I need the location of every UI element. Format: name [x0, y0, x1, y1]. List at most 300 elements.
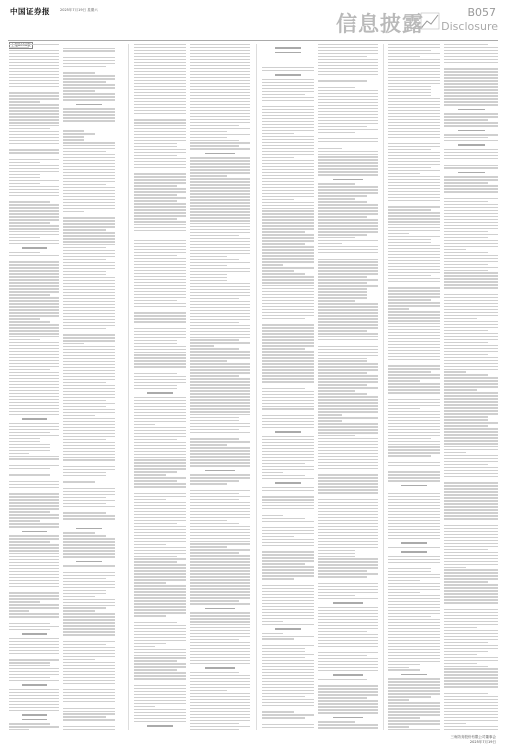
- text-line: [262, 457, 314, 458]
- text-line: [318, 538, 378, 539]
- text-line: [134, 406, 186, 407]
- text-line: [190, 621, 250, 622]
- text-line: [63, 57, 115, 58]
- text-line: [190, 546, 227, 547]
- text-line: [63, 229, 106, 230]
- text-line: [262, 279, 314, 280]
- text-line: [444, 231, 488, 232]
- text-line: [63, 634, 115, 635]
- text-line: [444, 354, 488, 355]
- text-line: [63, 60, 115, 61]
- text-line: [318, 288, 367, 289]
- text-line: [9, 598, 59, 599]
- text-line: [444, 330, 488, 331]
- text-line: [190, 639, 239, 640]
- text-line: [444, 714, 498, 715]
- text-line: [9, 252, 40, 253]
- text-line: [63, 415, 95, 416]
- text-line: [134, 352, 186, 353]
- text-line: [63, 310, 115, 311]
- text-line: [262, 578, 294, 579]
- text-line: [134, 164, 186, 165]
- text-line: [262, 121, 314, 122]
- text-line: [63, 349, 115, 350]
- text-line: [262, 475, 305, 476]
- text-line: [262, 388, 305, 389]
- text-line: [9, 177, 40, 178]
- text-line: [134, 403, 186, 404]
- text-line: [134, 535, 186, 536]
- text-line: [388, 417, 440, 418]
- text-line: [63, 325, 115, 326]
- text-line: [318, 279, 378, 280]
- text-line: [134, 712, 186, 713]
- text-line: [9, 662, 50, 663]
- text-line: [63, 379, 115, 380]
- text-line: [63, 114, 115, 115]
- text-line: [262, 312, 314, 313]
- text-line: [444, 309, 498, 310]
- text-line: [134, 457, 186, 458]
- text-column-6: [318, 44, 378, 730]
- text-line: [444, 152, 498, 153]
- text-line: [318, 111, 378, 112]
- text-line: [388, 179, 440, 180]
- text-line: [9, 83, 59, 84]
- text-line: [262, 594, 314, 595]
- text-line: [9, 583, 59, 584]
- text-line: [444, 137, 488, 138]
- text-line: [262, 145, 314, 146]
- text-line: [262, 273, 305, 274]
- text-line: [318, 390, 355, 391]
- text-line: [444, 431, 498, 432]
- text-line: [318, 321, 378, 322]
- text-line: [190, 711, 250, 712]
- text-line: [190, 705, 250, 706]
- masthead-divider: [8, 40, 498, 41]
- text-line: [262, 88, 314, 89]
- text-line: [63, 208, 115, 209]
- text-line: [444, 255, 498, 256]
- text-column-3: [134, 44, 186, 730]
- text-line: [63, 668, 115, 669]
- text-line: [262, 563, 305, 564]
- text-line: [63, 575, 115, 576]
- text-line: [388, 122, 440, 123]
- text-line: [134, 474, 166, 475]
- text-line: [262, 270, 294, 271]
- text-line: [190, 172, 250, 173]
- text-line: [262, 454, 314, 455]
- text-line: [9, 237, 40, 238]
- text-line: [388, 714, 440, 715]
- text-line: [63, 81, 106, 82]
- text-line: [63, 613, 115, 614]
- text-line: [134, 318, 186, 319]
- text-line: [444, 348, 498, 349]
- text-line: [318, 529, 378, 530]
- text-line: [388, 634, 440, 635]
- text-line: [63, 625, 115, 626]
- text-line: [318, 646, 378, 647]
- text-line: [9, 517, 59, 518]
- text-line: [318, 468, 378, 469]
- text-line: [9, 186, 59, 187]
- text-line: [190, 372, 250, 373]
- text-line: [388, 77, 440, 78]
- text-line: [318, 132, 355, 133]
- text-line: [318, 204, 378, 205]
- text-line: [134, 511, 186, 512]
- text-line: [388, 435, 440, 436]
- text-line: [318, 297, 367, 298]
- text-line: [388, 441, 440, 442]
- text-line: [388, 350, 440, 351]
- text-line: [190, 92, 250, 93]
- text-line: [190, 523, 239, 524]
- text-line: [9, 481, 59, 482]
- text-line: [318, 56, 367, 57]
- text-line: [388, 669, 420, 670]
- text-line: [63, 50, 115, 51]
- text-line: [9, 113, 59, 114]
- text-line: [63, 244, 115, 245]
- text-line: [388, 628, 440, 629]
- text-line: [388, 161, 440, 162]
- text-line: [63, 343, 84, 344]
- text-line: [134, 98, 186, 99]
- text-line: [444, 297, 498, 298]
- text-line: [444, 464, 488, 465]
- text-line: [9, 450, 50, 451]
- text-line: [318, 414, 342, 415]
- text-line: [190, 331, 250, 332]
- text-line: [9, 701, 59, 702]
- text-line: [388, 420, 440, 421]
- text-line: [190, 717, 250, 718]
- text-line: [9, 306, 59, 307]
- text-line: [388, 209, 431, 210]
- text-line: [9, 267, 59, 268]
- text-line: [388, 586, 440, 587]
- text-line: [388, 496, 440, 497]
- text-line: [444, 702, 498, 703]
- text-line: [318, 435, 355, 436]
- text-line: [134, 649, 186, 650]
- text-line: [388, 446, 440, 447]
- text-line: [63, 211, 84, 212]
- text-line: [63, 295, 115, 296]
- text-line: [63, 289, 115, 290]
- text-line: [444, 572, 498, 573]
- text-line: [63, 599, 115, 600]
- text-line: [190, 244, 250, 245]
- section-heading-line: [76, 561, 102, 563]
- text-line: [318, 631, 367, 632]
- text-line: [318, 68, 378, 69]
- text-line: [444, 204, 498, 205]
- text-line: [388, 511, 440, 512]
- text-line: [9, 438, 40, 439]
- text-line: [63, 481, 95, 482]
- text-line: [9, 219, 59, 220]
- text-line: [134, 179, 186, 180]
- section-title: 信息披露: [336, 12, 424, 36]
- text-line: [9, 321, 50, 322]
- text-line: [190, 543, 250, 544]
- text-line: [190, 690, 227, 691]
- text-line: [63, 572, 115, 573]
- text-line: [388, 480, 440, 481]
- text-line: [444, 104, 498, 105]
- section-heading-line: [333, 179, 363, 181]
- text-line: [9, 273, 59, 274]
- text-line: [134, 230, 186, 231]
- text-line: [388, 206, 440, 207]
- text-line: [9, 213, 59, 214]
- text-line: [63, 448, 115, 449]
- text-line: [262, 397, 314, 398]
- text-line: [63, 87, 115, 88]
- text-line: [134, 532, 186, 533]
- text-line: [190, 262, 250, 263]
- text-line: [388, 493, 440, 494]
- text-line: [63, 442, 115, 443]
- text-line: [262, 85, 314, 86]
- text-line: [262, 70, 314, 71]
- text-line: [190, 77, 250, 78]
- text-line: [63, 631, 115, 632]
- text-line: [444, 225, 498, 226]
- text-line: [134, 388, 177, 389]
- text-line: [318, 349, 378, 350]
- text-line: [134, 594, 186, 595]
- text-line: [444, 720, 498, 721]
- text-line: [63, 117, 115, 118]
- text-line: [63, 84, 115, 85]
- text-line: [444, 351, 498, 352]
- text-line: [190, 684, 250, 685]
- text-line: [444, 651, 488, 652]
- text-line: [63, 307, 115, 308]
- text-line: [9, 553, 59, 554]
- text-line: [190, 134, 250, 135]
- text-line: [134, 409, 186, 410]
- text-line: [262, 142, 314, 143]
- text-line: [9, 165, 59, 166]
- text-line: [134, 505, 186, 506]
- text-line: [318, 508, 378, 509]
- text-line: [190, 375, 239, 376]
- text-line: [190, 226, 250, 227]
- text-line: [444, 599, 498, 600]
- text-line: [262, 294, 314, 295]
- text-line: [190, 723, 239, 724]
- text-line: [134, 631, 186, 632]
- text-line: [388, 290, 440, 291]
- text-line: [9, 149, 59, 150]
- text-line: [262, 130, 314, 131]
- text-line: [388, 547, 440, 548]
- text-line: [444, 693, 488, 694]
- text-line: [444, 185, 498, 186]
- text-line: [9, 559, 59, 560]
- text-line: [63, 334, 115, 335]
- text-line: [388, 529, 440, 530]
- text-line: [444, 558, 498, 559]
- text-line: [318, 174, 378, 175]
- text-line: [63, 518, 115, 519]
- text-line: [318, 640, 378, 641]
- text-line: [388, 224, 440, 225]
- text-line: [318, 655, 367, 656]
- text-line: [63, 488, 115, 489]
- text-line: [318, 53, 378, 54]
- text-line: [388, 353, 440, 354]
- text-line: [190, 310, 250, 311]
- text-line: [190, 71, 250, 72]
- text-line: [190, 334, 250, 335]
- text-line: [63, 500, 115, 501]
- text-line: [190, 304, 250, 305]
- text-line: [444, 491, 498, 492]
- text-line: [444, 416, 488, 417]
- text-line: [262, 651, 305, 652]
- text-line: [262, 533, 314, 534]
- text-line: [388, 610, 440, 611]
- text-line: [9, 225, 59, 226]
- text-line: [190, 53, 250, 54]
- text-line: [134, 334, 186, 335]
- text-line: [63, 659, 95, 660]
- text-line: [262, 460, 314, 461]
- text-line: [262, 672, 314, 673]
- text-line: [444, 567, 466, 568]
- text-line: [190, 83, 250, 84]
- text-line: [190, 612, 250, 613]
- text-line: [444, 116, 498, 117]
- text-line: [63, 93, 115, 94]
- text-line: [190, 414, 250, 415]
- text-line: [9, 541, 50, 542]
- text-line: [63, 169, 115, 170]
- text-line: [190, 483, 227, 484]
- text-line: [388, 402, 440, 403]
- text-line: [190, 131, 227, 132]
- text-line: [262, 542, 314, 543]
- text-line: [318, 71, 378, 72]
- text-line: [318, 583, 378, 584]
- text-line: [388, 678, 440, 679]
- text-line: [9, 339, 40, 340]
- text-line: [318, 610, 378, 611]
- text-line: [262, 418, 314, 419]
- text-line: [63, 701, 115, 702]
- text-line: [444, 470, 498, 471]
- text-line: [444, 546, 498, 547]
- text-line: [388, 293, 440, 294]
- text-line: [388, 622, 440, 623]
- text-line: [134, 652, 186, 653]
- signature-block: [451, 735, 497, 744]
- text-line: [134, 227, 186, 228]
- text-line: [134, 71, 186, 72]
- text-line: [262, 300, 314, 301]
- text-line: [262, 112, 314, 113]
- text-line: [388, 110, 440, 111]
- text-line: [63, 622, 115, 623]
- text-line: [262, 213, 314, 214]
- text-line: [134, 606, 186, 607]
- text-line: [444, 528, 498, 529]
- text-line: [444, 284, 498, 285]
- text-line: [190, 166, 250, 167]
- text-line: [262, 357, 314, 358]
- text-line: [318, 685, 378, 686]
- text-line: [388, 604, 440, 605]
- text-line: [388, 344, 440, 345]
- text-line: [318, 558, 378, 559]
- text-line: [134, 564, 186, 565]
- text-line: [134, 582, 166, 583]
- text-line: [134, 697, 186, 698]
- text-line: [318, 360, 367, 361]
- text-line: [190, 672, 239, 673]
- text-line: [9, 47, 29, 48]
- text-line: [444, 240, 498, 241]
- text-line: [63, 677, 115, 678]
- text-line: [318, 628, 378, 629]
- section-heading-line: [205, 153, 235, 155]
- text-line: [388, 158, 440, 159]
- text-line: [444, 149, 498, 150]
- text-line: [9, 613, 59, 614]
- text-line: [134, 104, 186, 105]
- text-line: [190, 74, 250, 75]
- text-line: [9, 80, 59, 81]
- text-line: [388, 377, 440, 378]
- text-line: [9, 571, 59, 572]
- text-line: [190, 316, 250, 317]
- text-line: [190, 86, 250, 87]
- text-line: [444, 318, 477, 319]
- text-line: [444, 267, 498, 268]
- text-line: [262, 234, 314, 235]
- text-line: [444, 86, 498, 87]
- text-line: [262, 181, 314, 182]
- text-line: [388, 230, 440, 231]
- text-line: [388, 595, 440, 596]
- text-line: [134, 137, 186, 138]
- text-line: [318, 535, 378, 536]
- text-line: [63, 547, 115, 548]
- text-line: [9, 140, 59, 141]
- text-line: [444, 440, 498, 441]
- text-line: [134, 258, 186, 259]
- text-line: [444, 77, 498, 78]
- text-line: [190, 50, 250, 51]
- text-line: [388, 341, 440, 342]
- text-line: [388, 517, 440, 518]
- text-line: [388, 83, 440, 84]
- text-line: [444, 155, 498, 156]
- text-line: [190, 490, 250, 491]
- text-line: [190, 570, 250, 571]
- text-line: [9, 704, 59, 705]
- text-line: [190, 137, 227, 138]
- text-line: [388, 684, 440, 685]
